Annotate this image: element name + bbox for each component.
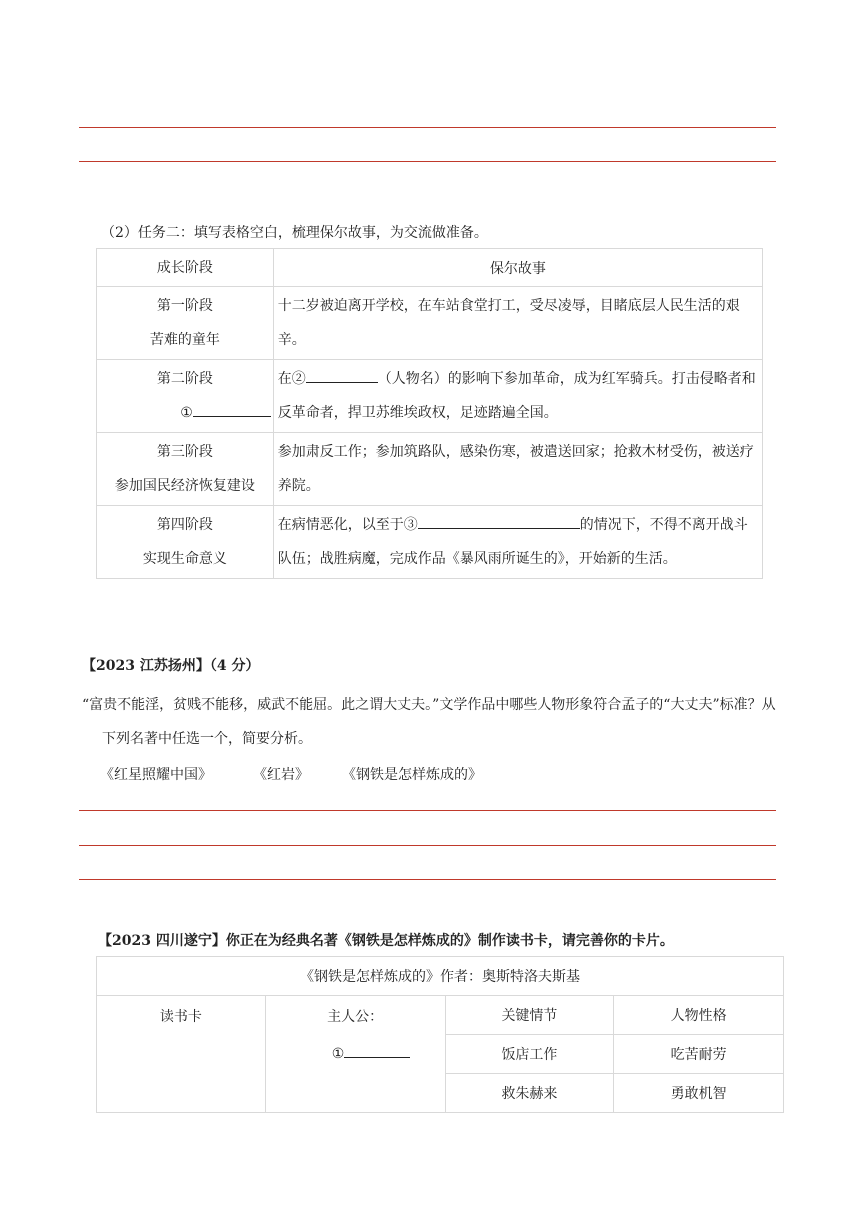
story-post: （人物名）的影响下参加革命，成为红军骑兵。打击侵略者和反革命者，捍卫苏维埃政权，足迹踏遍全国。 — [277, 371, 756, 421]
card-title-row — [97, 957, 784, 996]
fill-blank[interactable] — [306, 366, 378, 383]
plot-cell: 饭店工作 — [445, 1035, 614, 1074]
stage-cell — [97, 506, 274, 579]
stage-subtitle: 参加国民经济恢复建设 — [114, 478, 255, 494]
protagonist-cell — [265, 996, 445, 1113]
story-cell: 参加肃反工作；参加筑路队，感染伤寒，被遣送回家；抢救木材受伤，被送疗养院。 — [273, 433, 762, 506]
answer-line — [79, 810, 776, 811]
reading-card-table — [96, 956, 784, 1113]
book-option: 《钢铁是怎样炼成的》 — [342, 767, 482, 783]
stage-blank[interactable] — [97, 396, 273, 430]
table-row — [97, 433, 763, 506]
answer-line — [79, 127, 776, 128]
stage-cell — [97, 433, 274, 506]
header-stage: 成长阶段 — [97, 249, 274, 287]
story-cell: 十二岁被迫离开学校，在车站食堂打工，受尽凌辱，目睹底层人民生活的艰辛。 — [273, 287, 762, 360]
plot-cell: 救朱赫来 — [445, 1074, 614, 1113]
fill-blank[interactable] — [193, 400, 271, 417]
header-story: 保尔故事 — [273, 249, 762, 287]
story-post: 的情况下，不得不离开战斗队伍；战胜病魔，完成作品《暴风雨所诞生的》，开始新的生活。 — [277, 517, 748, 567]
question-body — [82, 688, 782, 756]
col-header-trait: 人物性格 — [614, 996, 784, 1035]
trait-cell: 吃苦耐劳 — [614, 1035, 784, 1074]
table-row — [97, 996, 784, 1035]
card-title: 《钢铁是怎样炼成的》作者：奥斯特洛夫斯基 — [97, 957, 784, 996]
stage-cell — [97, 360, 274, 433]
book-option: 《红岩》 — [253, 767, 309, 783]
stage-name: 第三阶段 — [156, 444, 213, 460]
stage-cell — [97, 287, 274, 360]
question-heading: 【2023 四川遂宁】你正在为经典名著《钢铁是怎样炼成的》制作读书卡，请完善你的卡片。 — [98, 933, 674, 949]
table-row — [97, 287, 763, 360]
protagonist-label: 主人公： — [327, 1009, 384, 1025]
task2-heading: （2）任务二：填写表格空白，梳理保尔故事，为交流做准备。 — [101, 225, 488, 241]
protagonist-blank[interactable] — [266, 1041, 445, 1062]
fill-blank[interactable] — [418, 512, 580, 529]
story-pre: 在病情恶化，以至于③ — [277, 517, 418, 533]
trait-cell: 勇敢机智 — [614, 1074, 784, 1113]
card-label: 读书卡 — [97, 996, 266, 1113]
question-heading: 【2023 江苏扬州】（4 分） — [82, 658, 260, 674]
answer-line — [79, 845, 776, 846]
answer-line — [79, 879, 776, 880]
fill-blank[interactable] — [344, 1041, 410, 1058]
book-option: 《红星照耀中国》 — [100, 767, 212, 783]
paul-story-table — [96, 248, 763, 579]
table-row — [97, 360, 763, 433]
stage-name: 第一阶段 — [156, 298, 213, 314]
table-row — [97, 506, 763, 579]
blank-number: ① — [331, 1046, 345, 1062]
stage-name: 第四阶段 — [156, 517, 213, 533]
stage-subtitle: 苦难的童年 — [149, 332, 220, 348]
stage-name: 第二阶段 — [156, 371, 213, 387]
story-pre: 在② — [277, 371, 306, 387]
question-text: “富贵不能淫，贫贱不能移，威武不能屈。此之谓大丈夫。”文学作品中哪些人物形象符合孟子的“大丈夫”标准？从下列名著中任选一个，简要分析。 — [82, 697, 776, 747]
story-cell — [273, 506, 762, 579]
blank-number: ① — [180, 405, 193, 421]
stage-subtitle: 实现生命意义 — [142, 551, 227, 567]
table-header-row — [97, 249, 763, 287]
col-header-plot: 关键情节 — [445, 996, 614, 1035]
story-cell — [273, 360, 762, 433]
answer-line — [79, 161, 776, 162]
